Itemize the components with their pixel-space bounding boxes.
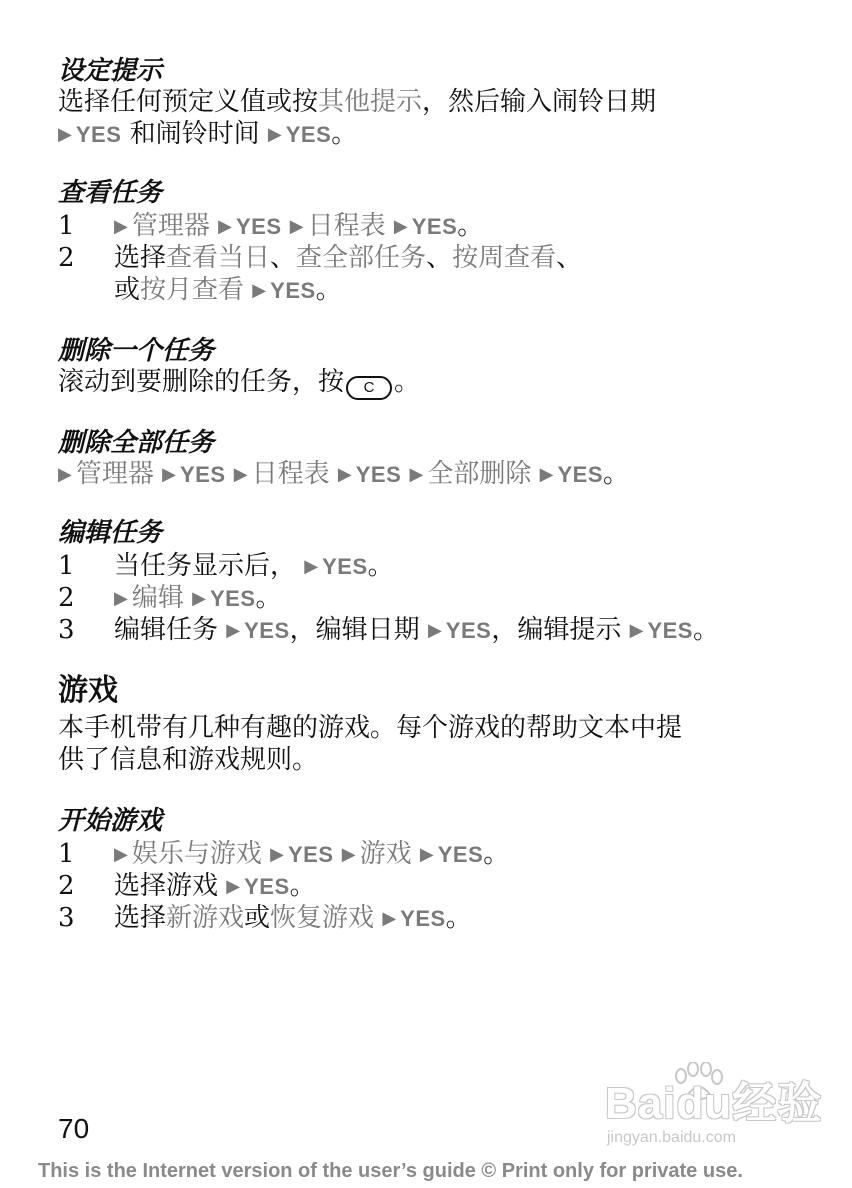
yes-key-label: YES (244, 618, 290, 643)
arrow-icon: ▶ (226, 876, 241, 897)
set-reminder-line-1: 选择任何预定义值或按其他提示，然后输入闹铃日期 (58, 87, 657, 117)
menu-item-calendar: 日程表 (251, 459, 330, 489)
arrow-icon: ▶ (427, 620, 442, 641)
edit-task-step-2: ▶ 编辑 ▶ YES。 (114, 583, 282, 613)
arrow-icon: ▶ (114, 588, 128, 609)
arrow-icon: ▶ (218, 216, 232, 237)
section-title-delete-task: 删除一个任务 (58, 336, 215, 366)
yes-key-label: YES (557, 462, 604, 487)
delete-all-line-1: ▶ 管理器 ▶ YES ▶ 日程表 ▶ YES ▶ 全部删除 ▶ YES。 (58, 459, 630, 489)
yes-key-label: YES (287, 842, 334, 867)
menu-item-delete-all: 全部删除 (427, 459, 532, 489)
edit-task-step-3: 编辑任务 ▶ YES，编辑日期 ▶ YES，编辑提示 ▶ YES。 (114, 615, 719, 645)
arrow-icon: ▶ (409, 464, 424, 485)
arrow-icon: ▶ (233, 464, 248, 485)
yes-key-label: YES (209, 586, 256, 611)
yes-key-label: YES (411, 214, 458, 239)
watermark-logo: Baidu经验 (605, 1079, 823, 1128)
arrow-icon: ▶ (393, 216, 408, 237)
arrow-icon: ▶ (289, 216, 304, 237)
arrow-icon: ▶ (267, 124, 282, 145)
section-title-games: 游戏 (58, 673, 118, 708)
arrow-icon: ▶ (337, 464, 352, 485)
delete-task-line-1: 滚动到要删除的任务，按 C 。 (58, 366, 420, 400)
start-game-step-3: 选择新游戏或恢复游戏 ▶ YES。 (114, 903, 472, 933)
yes-key-label: YES (179, 462, 226, 487)
arrow-icon: ▶ (192, 588, 206, 609)
menu-item-new-game: 新游戏 (166, 903, 245, 933)
arrow-icon: ▶ (114, 216, 128, 237)
footer-notice: This is the Internet version of the user’s guide © Print only for private use. (38, 1160, 743, 1182)
section-title-set-reminder: 设定提示 (58, 56, 163, 86)
watermark-url: jingyan.baidu.com (607, 1129, 736, 1146)
arrow-icon: ▶ (629, 620, 644, 641)
games-line-2: 供了信息和游戏规则。 (58, 745, 319, 775)
arrow-icon: ▶ (539, 464, 554, 485)
menu-item-edit: 编辑 (131, 583, 184, 613)
yes-key-label: YES (437, 842, 484, 867)
menu-item-organizer: 管理器 (75, 459, 154, 489)
yes-key-label: YES (75, 122, 122, 147)
arrow-icon: ▶ (226, 620, 241, 641)
arrow-icon: ▶ (270, 844, 284, 865)
arrow-icon: ▶ (162, 464, 176, 485)
yes-key-label: YES (285, 122, 332, 147)
menu-item-view-week: 按周查看 (452, 243, 557, 273)
arrow-icon: ▶ (58, 464, 72, 485)
menu-item-resume-game: 恢复游戏 (270, 903, 375, 933)
view-tasks-step-2-cont: 或按月查看 ▶ YES。 (114, 275, 342, 305)
section-title-view-tasks: 查看任务 (58, 178, 163, 208)
page-number: 70 (58, 1113, 90, 1144)
arrow-icon: ▶ (382, 908, 397, 929)
yes-key-label: YES (647, 618, 693, 643)
menu-item-view-all-tasks: 查全部任务 (296, 243, 427, 273)
yes-key-label: YES (355, 462, 402, 487)
step-number: 3 (58, 903, 75, 933)
section-title-edit-task: 编辑任务 (58, 518, 163, 548)
section-title-delete-all: 删除全部任务 (58, 428, 215, 458)
yes-key-label: YES (445, 618, 492, 643)
arrow-icon: ▶ (341, 844, 356, 865)
menu-item-games: 游戏 (359, 839, 412, 869)
yes-key-label: YES (235, 214, 282, 239)
step-number: 2 (58, 243, 75, 273)
step-number: 1 (58, 839, 75, 869)
yes-key-label: YES (322, 554, 368, 579)
start-game-step-2: 选择游戏 ▶ YES。 (114, 871, 316, 901)
start-game-step-1: ▶ 娱乐与游戏 ▶ YES ▶ 游戏 ▶ YES。 (114, 839, 510, 869)
menu-item-calendar: 日程表 (307, 211, 386, 241)
arrow-icon: ▶ (419, 844, 434, 865)
step-number: 1 (58, 551, 75, 581)
menu-item-organizer: 管理器 (131, 211, 210, 241)
yes-key-label: YES (244, 874, 290, 899)
menu-item-view-today: 查看当日 (166, 243, 271, 273)
step-number: 3 (58, 615, 75, 645)
arrow-icon: ▶ (252, 280, 267, 301)
baidu-watermark (605, 1062, 823, 1158)
yes-key-label: YES (270, 278, 316, 303)
view-tasks-step-1: ▶ 管理器 ▶ YES ▶ 日程表 ▶ YES。 (114, 211, 484, 241)
c-key-icon: C (346, 376, 392, 400)
menu-item-entertainment: 娱乐与游戏 (131, 839, 262, 869)
edit-task-step-1: 当任务显示后， ▶ YES。 (114, 551, 394, 581)
menu-item-other-reminder: 其他提示 (318, 87, 423, 117)
section-title-start-game: 开始游戏 (58, 806, 163, 836)
arrow-icon: ▶ (304, 556, 319, 577)
arrow-icon: ▶ (58, 124, 72, 145)
step-number: 2 (58, 583, 75, 613)
step-number: 1 (58, 211, 75, 241)
arrow-icon: ▶ (114, 844, 128, 865)
yes-key-label: YES (400, 906, 446, 931)
view-tasks-step-2: 选择查看当日、查全部任务、按周查看、 (114, 243, 583, 273)
games-line-1: 本手机带有几种有趣的游戏。每个游戏的帮助文本中提 (58, 713, 683, 743)
step-number: 2 (58, 871, 75, 901)
set-reminder-line-2: ▶ YES 和闹铃时间 ▶ YES。 (58, 119, 358, 149)
menu-item-view-month: 按月查看 (140, 275, 245, 305)
